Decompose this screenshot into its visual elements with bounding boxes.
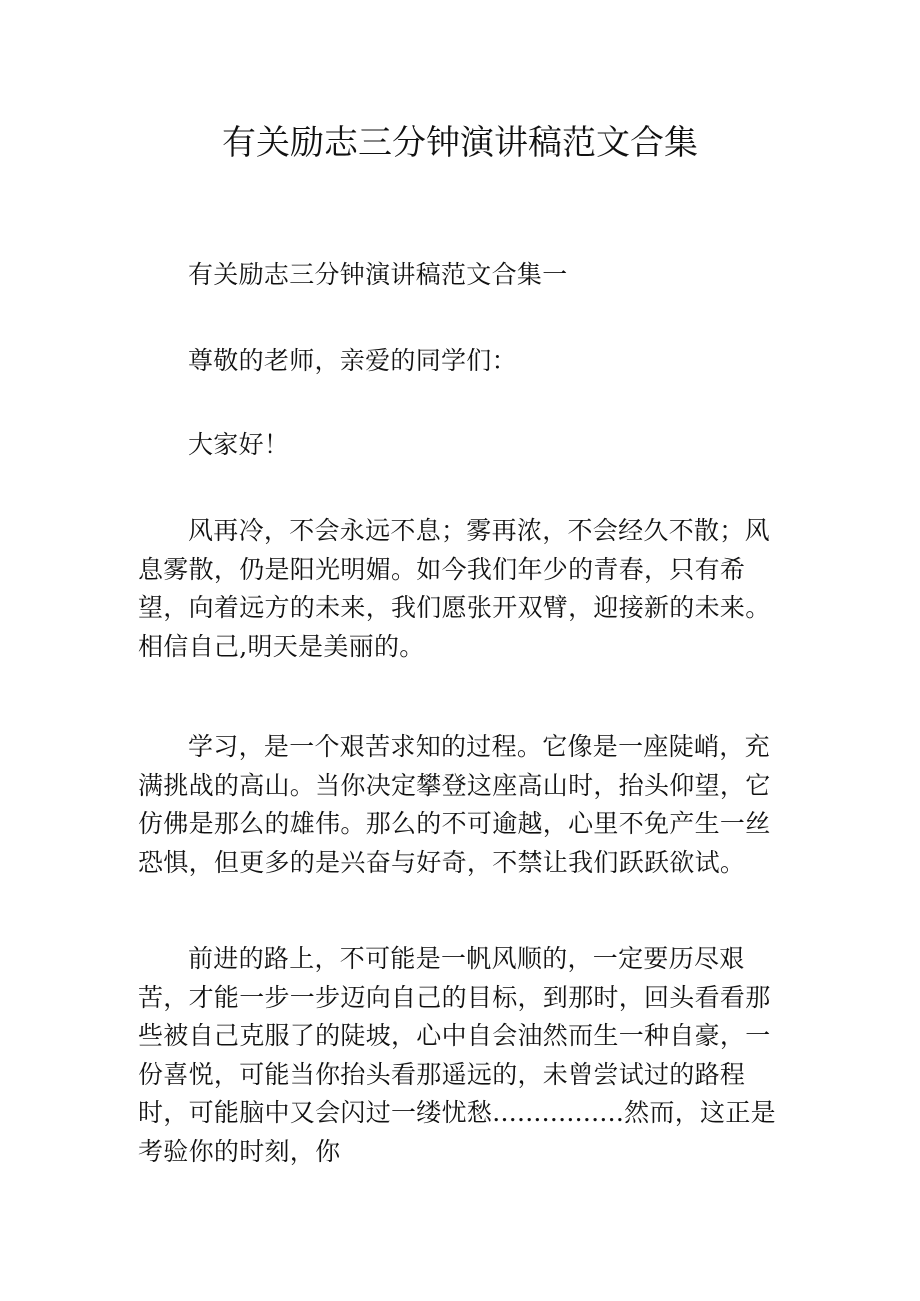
paragraph-body-2: 学习，是一个艰苦求知的过程。它像是一座陡峭，充满挑战的高山。当你决定攀登这座高山时，抬头仰望，它仿佛是那么的雄伟。那么的不可逾越，心里不免产生一丝恐惧，但更多的是兴奋与好奇，不禁让我们跃跃欲试。	[138, 732, 771, 877]
paragraph-body-3: 前进的路上，不可能是一帆风顺的，一定要历尽艰苦，才能一步一步迈向自己的目标，到那时，回头看看那些被自己克服了的陡坡，心中自会油然而生一种自豪，一份喜悦，可能当你抬头看那遥远的，未曾尝试过的路程时，可能脑中又会闪过一缕忧愁................然而，这正是考验你的时刻，你	[138, 944, 776, 1166]
document-title: 有关励志三分钟演讲稿范文合集	[222, 123, 698, 163]
paragraph-subtitle: 有关励志三分钟演讲稿范文合集一	[188, 260, 568, 289]
paragraph-salutation: 尊敬的老师，亲爱的同学们：	[188, 346, 517, 375]
paragraph-body-1: 风再冷，不会永远不息；雾再浓，不会经久不散；风息雾散，仍是阳光明媚。如今我们年少的青春，只有希望，向着远方的未来，我们愿张开双臂，迎接新的未来。相信自己,明天是美丽的。	[138, 516, 771, 661]
paragraph-greeting: 大家好！	[188, 430, 290, 459]
